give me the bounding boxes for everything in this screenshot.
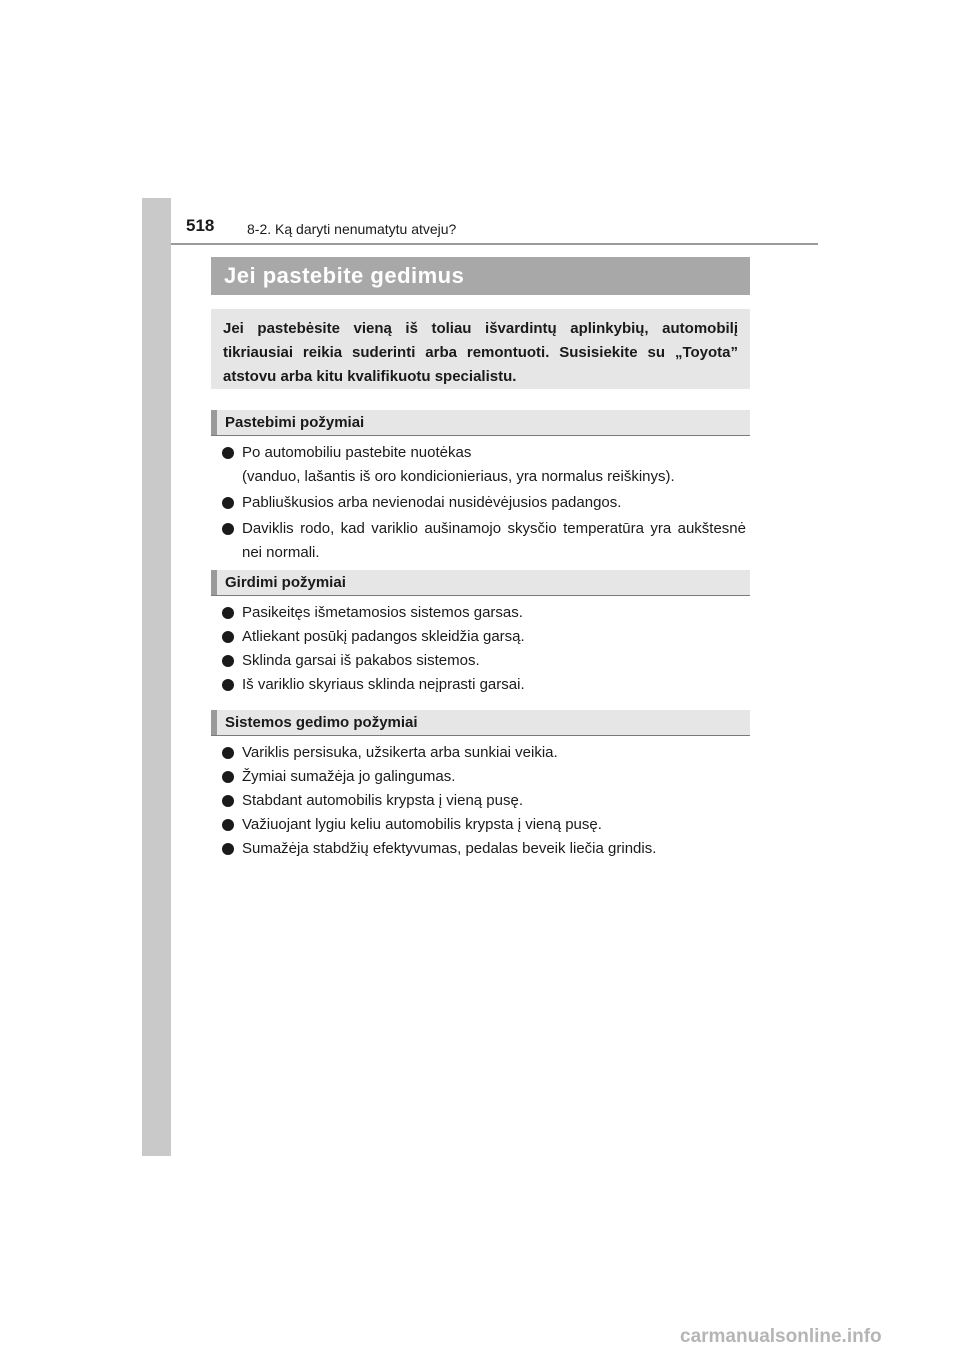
intro-box [211, 309, 750, 389]
list-item-text: Sklinda garsai iš pakabos sistemos. [242, 652, 480, 669]
bullet-icon [222, 843, 234, 855]
bullet-icon [222, 497, 234, 509]
breadcrumb: 8-2. Ką daryti nenumatytu atveju? [247, 221, 457, 237]
list-item [222, 673, 746, 697]
list-item [222, 813, 746, 837]
list-item-text: Pasikeitęs išmetamosios sistemos garsas. [242, 604, 523, 621]
list-item-text: Daviklis rodo, kad variklio aušinamojo skysčio temperatūra yra aukštesnė nei normali. [242, 520, 746, 561]
list-item-text: Žymiai sumažėja jo galingumas. [242, 768, 456, 785]
list-item-text: Iš variklio skyriaus sklinda neįprasti garsai. [242, 676, 525, 693]
page-number: 518 [186, 216, 215, 235]
bullet-icon [222, 795, 234, 807]
list-item-text: Sumažėja stabdžių efektyvumas, pedalas beveik liečia grindis. [242, 840, 657, 857]
subsection-header-visible-signs [211, 410, 750, 436]
side-margin-strip [142, 198, 171, 1156]
bullet-icon [222, 523, 234, 535]
list-item [222, 625, 746, 649]
subsection-header-system-fault-signs [211, 710, 750, 736]
list-item [222, 741, 746, 765]
bullet-icon [222, 771, 234, 783]
list-item [222, 517, 746, 565]
list-item-text: Variklis persisuka, užsikerta arba sunkiai veikia. [242, 744, 558, 761]
list-item [222, 765, 746, 789]
subsection-header-audible-signs [211, 570, 750, 596]
list-item [222, 601, 746, 625]
bullet-icon [222, 655, 234, 667]
bullet-list-system-fault-signs [222, 741, 746, 861]
watermark: carmanualsonline.info [680, 1326, 882, 1347]
subsection-title: Sistemos gedimo požymiai [225, 714, 418, 731]
subsection-title: Girdimi požymiai [225, 574, 346, 591]
subsection-title: Pastebimi požymiai [225, 414, 365, 431]
bullet-icon [222, 819, 234, 831]
list-item [222, 789, 746, 813]
list-item-text: Atliekant posūkį padangos skleidžia garsą. [242, 628, 525, 645]
bullet-icon [222, 679, 234, 691]
section-title: Jei pastebite gedimus [224, 263, 465, 288]
list-item-text: Po automobiliu pastebite nuotėkas [242, 444, 472, 461]
list-item [222, 491, 746, 515]
intro-text: Jei pastebėsite vieną iš toliau išvardintų aplinkybių, automobilį tikriausiai reikia suderinti arba remontuoti. Susisiekite su „Toyota” atstovu arba kitu kvalifikuotu specialistu. [223, 320, 738, 385]
bullet-icon [222, 607, 234, 619]
list-item-text: Stabdant automobilis krypsta į vieną pusę. [242, 792, 523, 809]
list-item-text: (vanduo, lašantis iš oro kondicionieriaus, yra normalus reiškinys). [242, 468, 675, 485]
list-item [222, 837, 746, 861]
bullet-icon [222, 631, 234, 643]
list-item-text: Pabliuškusios arba nevienodai nusidėvėjusios padangos. [242, 494, 622, 511]
bullet-list-visible-signs [222, 441, 746, 565]
list-item [222, 441, 746, 489]
bullet-icon [222, 747, 234, 759]
bullet-list-audible-signs [222, 601, 746, 697]
list-item [222, 649, 746, 673]
section-title-bar [211, 257, 750, 295]
header-divider [171, 243, 818, 245]
list-item-text: Važiuojant lygiu keliu automobilis krypsta į vieną pusę. [242, 816, 602, 833]
bullet-icon [222, 447, 234, 459]
